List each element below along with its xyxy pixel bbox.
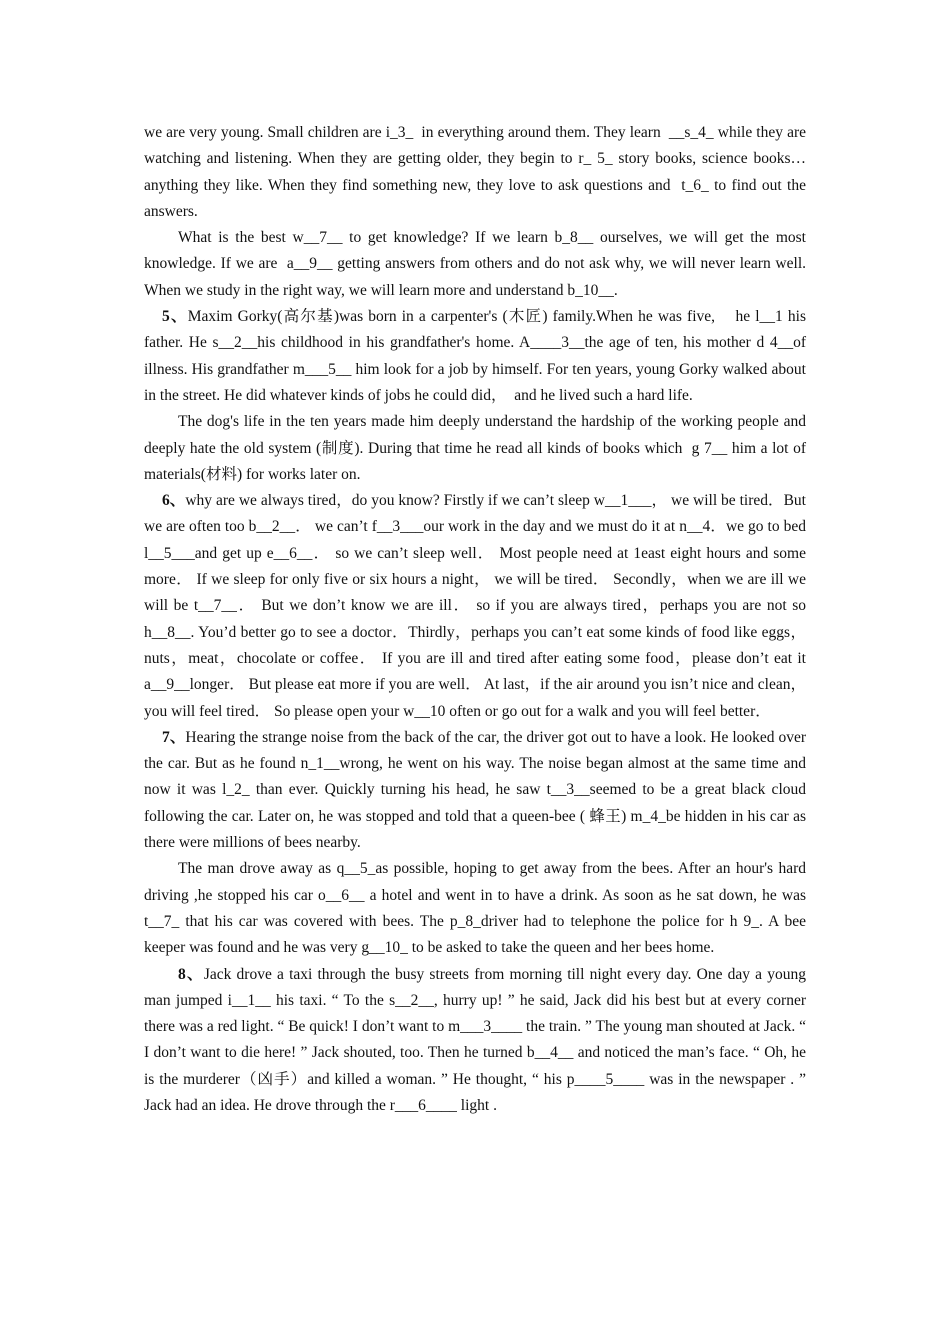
document-page (144, 120, 810, 1119)
passage-4-paragraph-1: we are very young. Small children are i_3_ in everything around them. They learn __s_4_ while they are watching and listening. When they are getting older, they begin to r_ 5_ story books, science books… anything they like. When they find something new, they love to ask questions and t_6_ to find out the answers. (144, 124, 810, 220)
passage-7-paragraph-1 (144, 725, 810, 856)
passage-6-paragraph-1 (144, 488, 810, 725)
passage-5-text-1: Maxim Gorky(高尔基)was born in a carpenter's (木匠) family.When he was five, he l__1 his father. He s__2__his childhood in his grandfather's home. A____3__the age of ten, his mother d 4__of illness. His grandfather m___5__ him look for a job by himself. For ten years, young Gorky walked about in the street. He did whatever kinds of jobs he could did， and he lived such a hard life. (144, 308, 810, 404)
passage-7-number: 7、 (162, 728, 186, 746)
passage-6-text-1: why are we always tired，do you know? Firstly if we can’t sleep w__1___， we will be tired．But we are often too b__2__． we can’t f__3___our work in the day and we must do it at n__4．we go to bed l__5___and get up e__6__． so we can’t sleep well． Most people need at 1east eight hours and some more． If we sleep for only five or six hours a night， we will be tired． Secondly，when we are ill we will be t__7__． But we don’t know we are ill． so if you are always tired，perhaps you are not so h__8__. You’d better go to see a doctor．Thirdly，perhaps you can’t eat some kinds of food like eggs，nuts，meat，chocolate or coffee． If you are ill and tired after eating some food，please don’t eat it a__9__longer． But please eat more if you are well． At last，if the air around you isn’t nice and clean，you will feel tired． So please open your w__10 often or go out for a walk and you will feel better． (144, 492, 810, 720)
passage-4-paragraph-2: What is the best w__7__ to get knowledge? If we learn b_8__ ourselves, we will get the most knowledge. If we are a__9__ getting answers from others and do not ask why, we will never learn well. When we study in the right way, we will learn more and understand b_10__. (144, 229, 810, 299)
passage-7-text-1: Hearing the strange noise from the back of the car, the driver got out to have a look. He looked over the car. But as he found n_1__wrong, he went on his way. The noise began almost at the same time and now it was l_2_ than ever. Quickly turning his head, he saw t__3__seemed to be a great black cloud following the car. Later on, he was stopped and told that a queen-bee ( 蜂王) m_4_be hidden in his car as there were millions of bees nearby. (144, 728, 810, 852)
passage-5-paragraph-1 (144, 304, 810, 409)
passage-8-paragraph-1 (144, 962, 810, 1120)
passage-8-text-1: Jack drove a taxi through the busy streets from morning till night every day. One day a young man jumped i__1__ his taxi. “ To the s__2__, hurry up! ” he said, Jack did his best but at every corner there was a red light. “ Be quick! I don’t want to m___3____ the train. ” The young man shouted at Jack. “ I don’t want to die here! ” Jack shouted, too. Then he turned b__4__ and noticed the man’s face. “ Oh, he is the murderer（凶手）and killed a woman. ” He thought, “ his p____5____ was in the newspaper . ” Jack had an idea. He drove through the r___6____ light . (144, 965, 810, 1114)
passage-7-paragraph-2: The man drove away as q__5_as possible, hoping to get away from the bees. After an hour's hard driving ,he stopped his car o__6__ a hotel and went in to have a drink. As soon as he sat down, he was t__7_ that his car was covered with bees. The p_8_driver had to telephone the police for h 9_. A bee keeper was found and he was very g__10_ to be asked to take the queen and her bees home. (144, 860, 810, 957)
passage-8-number: 8、 (178, 965, 204, 983)
passage-6-number: 6、 (162, 492, 186, 510)
passage-5-paragraph-2: The dog's life in the ten years made him deeply understand the hardship of the working people and deeply hate the old system (制度). During that time he read all kinds of books which g 7__ him a lot of materials(材料) for works later on. (144, 413, 810, 483)
passage-5-number: 5、 (162, 308, 188, 326)
